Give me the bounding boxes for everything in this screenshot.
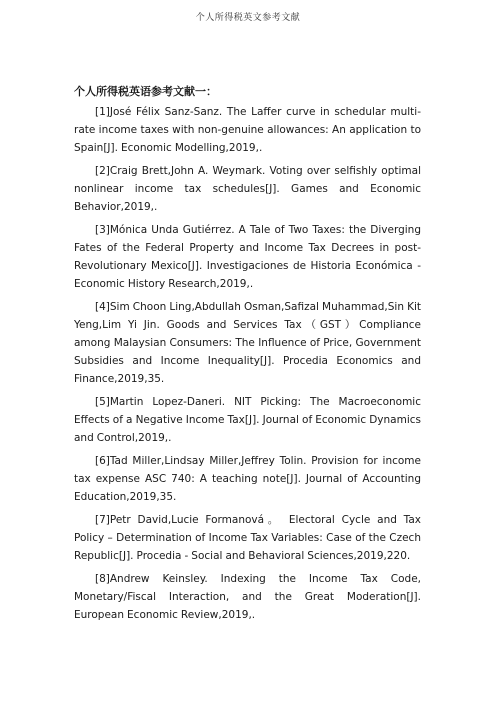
reference-item: [6]Tad Miller,Lindsay Miller,Jeffrey Tolin. Provision for income tax expense ASC 740: A teaching note[J]. Journal of Accounting Education,2019,35. bbox=[74, 455, 421, 503]
reference-item: [4]Sim Choon Ling,Abdullah Osman,Safizal Muhammad,Sin Kit Yeng,Lim Yi Jin. Goods and Services Tax（GST）Compliance among Malaysian Consumers: The Influence of Price, Government Subsidies and Income Inequality[J]. Procedia Economics and Finance,2019,35. bbox=[74, 301, 421, 385]
reference-item: [8]Andrew Keinsley. Indexing the Income Tax Code, Monetary/Fiscal Interaction, and the Great Moderation[J]. European Economic Review,2019,. bbox=[74, 573, 421, 621]
document-body bbox=[74, 84, 421, 629]
reference-item: [2]Craig Brett,John A. Weymark. Voting over selfishly optimal nonlinear income tax schedules[J]. Games and Economic Behavior,2019,. bbox=[74, 165, 421, 213]
page-header: 个人所得税英文参考文献 bbox=[195, 13, 301, 23]
reference-item: [5]Martin Lopez-Daneri. NIT Picking: The Macroeconomic Effects of a Negative Income Tax[J]. Journal of Economic Dynamics and Control,2019,. bbox=[74, 396, 421, 444]
reference-item: [3]Mónica Unda Gutiérrez. A Tale of Two Taxes: the Diverging Fates of the Federal Property and Income Tax Decrees in post-Revolutionary Mexico[J]. Investigaciones de Historia Económica - Economic History Research,2019,. bbox=[74, 224, 421, 290]
reference-item: [7]Petr David,Lucie Formanová。 Electoral Cycle and Tax Policy – Determination of Income Tax Variables: Case of the Czech Republic[J]. Procedia - Social and Behavioral Sciences,2019,220. bbox=[74, 514, 421, 562]
section-title: 个人所得税英语参考文献一： bbox=[74, 85, 217, 98]
reference-item: [1]José Félix Sanz-Sanz. The Laffer curve in schedular multi-rate income taxes with non-genuine allowances: An application to Spain[J]. Economic Modelling,2019,. bbox=[74, 106, 421, 154]
